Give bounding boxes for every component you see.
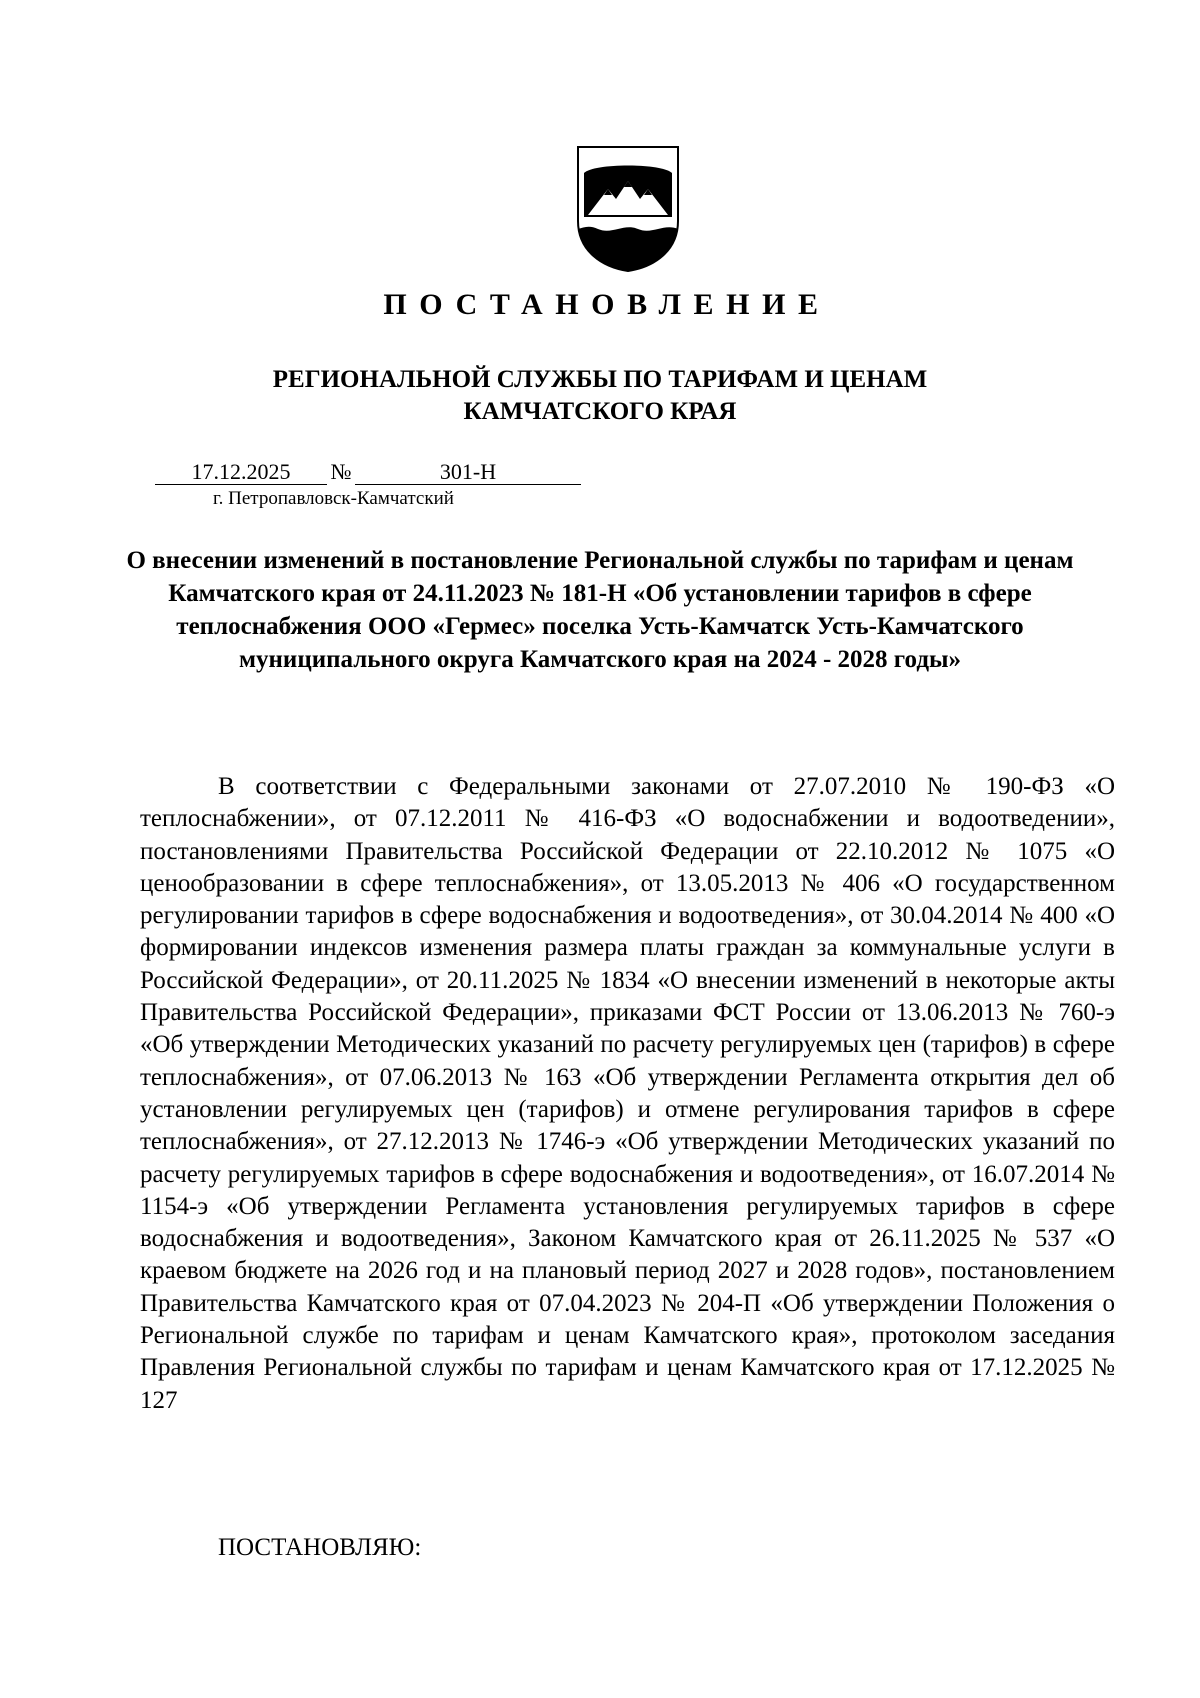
preamble-paragraph: В соответствии с Федеральными законами от 27.07.2010 № 190-ФЗ «О теплоснабжении», от 07.12.2011 № 416-ФЗ «О водоснабжении и водоотведении», постановлениями Правительства Российской Федерации от 22.10.2012 № 1075 «О ценообразовании в сфере теплоснабжения», от 13.05.2013 № 406 «О государственном регулировании тарифов в сфере водоснабжения и водоотведения», от 30.04.2014 № 400 «О формировании индексов изменения размера платы граждан за коммунальные услуги в Российской Федерации», от 20.11.2025 № 1834 «О внесении изменений в некоторые акты Правительства Российской Федерации», приказами ФСТ России от 13.06.2013 № 760-э «Об утверждении Методических указаний по расчету регулируемых цен (тарифов) в сфере теплоснабжения», от 07.06.2013 № 163 «Об утверждении Регламента открытия дел об установлении регулируемых цен (тарифов) и отмене регулирования тарифов в сфере теплоснабжения», от 27.12.2013 № 1746-э «Об утверждении Методических указаний по расчету регулируемых тарифов в сфере водоснабжения и водоотведения», от 16.07.2014 № 1154-э «Об утверждении Регламента установления регулируемых тарифов в сфере водоснабжения и водоотведения», Законом Камчатского края от 26.11.2025 № 537 «О краевом бюджете на 2026 год и на плановый период 2027 и 2028 годов», постановлением Правительства Камчатского края от 07.04.2023 № 204-П «Об утверждении Положения о Региональной службе по тарифам и ценам Камчатского края», протоколом заседания Правления Региональной службы по тарифам и ценам Камчатского края от 17.12.2025 № 127 (140, 773, 1115, 1414)
authority-line-1: РЕГИОНАЛЬНОЙ СЛУЖБЫ ПО ТАРИФАМ И ЦЕНАМ (272, 366, 928, 393)
document-type: ПОСТАНОВЛЕНИЕ (383, 288, 831, 321)
document-title: О внесении изменений в постановление Региональной службы по тарифам и ценам Камчатского края от 24.11.2023 № 181-Н «Об установлении тарифов в сфере теплоснабжения ООО «Гермес» поселка Усть-Камчатск Усть-Камчатского муниципального округа Камчатского края на 2024 - 2028 годы» (126, 547, 1074, 673)
issue-city: г. Петропавловск-Камчатский (213, 488, 454, 509)
authority-line-2: КАМЧАТСКОГО КРАЯ (463, 398, 737, 425)
number-sign: № (330, 459, 352, 484)
document-date: 17.12.2025 (155, 460, 327, 485)
registration-line (155, 459, 581, 485)
resolve-heading: ПОСТАНОВЛЯЮ: (218, 1534, 422, 1561)
document-number: 301-Н (355, 460, 581, 485)
issuing-authority (0, 364, 1200, 428)
coat-of-arms-icon (574, 143, 682, 273)
